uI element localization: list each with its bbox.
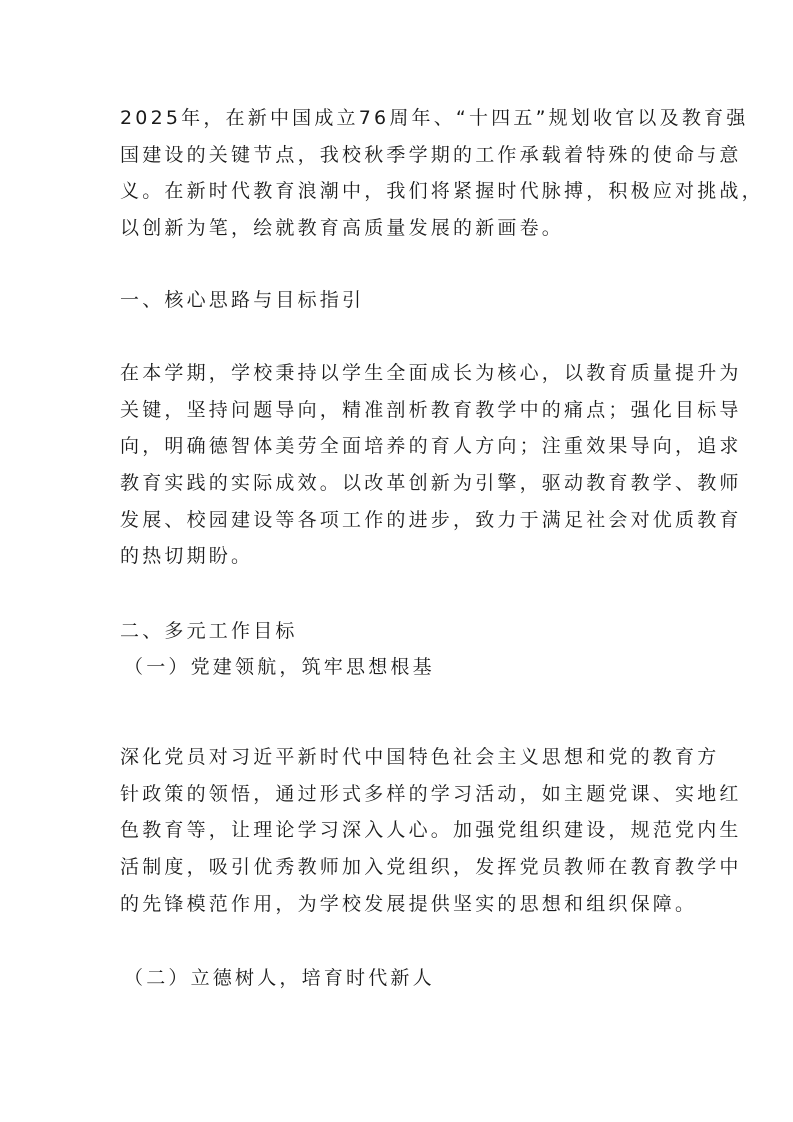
- subsection-heading-2: [124, 960, 694, 997]
- text-line: 针政策的领悟，通过形式多样的学习活动，如主题党课、实地红: [120, 782, 742, 805]
- text-line: 义。在新时代教育浪潮中，我们将紧握时代脉搏，积极应对挑战，: [120, 180, 764, 203]
- heading-text: 二、多元工作目标: [120, 620, 298, 642]
- text-line: 以创新为笔，绘就教育高质量发展的新画卷。: [120, 217, 565, 240]
- text-line: 2025年，在新中国成立76周年、“十四五”规划收官以及教育强: [120, 107, 749, 129]
- section1-paragraph: [120, 355, 742, 575]
- text-line: 在本学期，学校秉持以学生全面成长为核心，以教育质量提升为: [120, 362, 742, 384]
- heading-text: （二）立德树人，培育时代新人: [124, 967, 435, 989]
- text-line: 关键，坚持问题导向，精准剖析教育教学中的痛点；强化目标导: [120, 398, 742, 421]
- subsection-heading-1: [124, 649, 694, 686]
- text-line: 的热切期盼。: [120, 545, 254, 568]
- text-line: 国建设的关键节点，我校秋季学期的工作承载着特殊的使命与意: [120, 143, 742, 166]
- heading-text: （一）党建领航，筑牢思想根基: [124, 656, 435, 678]
- text-line: 活制度，吸引优秀教师加入党组织，发挥党员教师在教育教学中: [120, 856, 742, 879]
- text-line: 发展、校园建设等各项工作的进步，致力于满足社会对优质教育: [120, 508, 742, 531]
- text-line: 向，明确德智体美劳全面培养的育人方向；注重效果导向，追求: [120, 435, 742, 458]
- section-heading-2: [120, 613, 690, 650]
- subsection1-paragraph: [120, 739, 742, 922]
- text-line: 色教育等，让理论学习深入人心。加强党组织建设，规范党内生: [120, 819, 742, 842]
- intro-paragraph: [120, 100, 764, 247]
- section-heading-1: [120, 282, 690, 319]
- heading-text: 一、核心思路与目标指引: [120, 289, 365, 311]
- text-line: 的先锋模范作用，为学校发展提供坚实的思想和组织保障。: [120, 892, 698, 915]
- text-line: 深化党员对习近平新时代中国特色社会主义思想和党的教育方: [120, 746, 720, 768]
- text-line: 教育实践的实际成效。以改革创新为引擎，驱动教育教学、教师: [120, 472, 742, 495]
